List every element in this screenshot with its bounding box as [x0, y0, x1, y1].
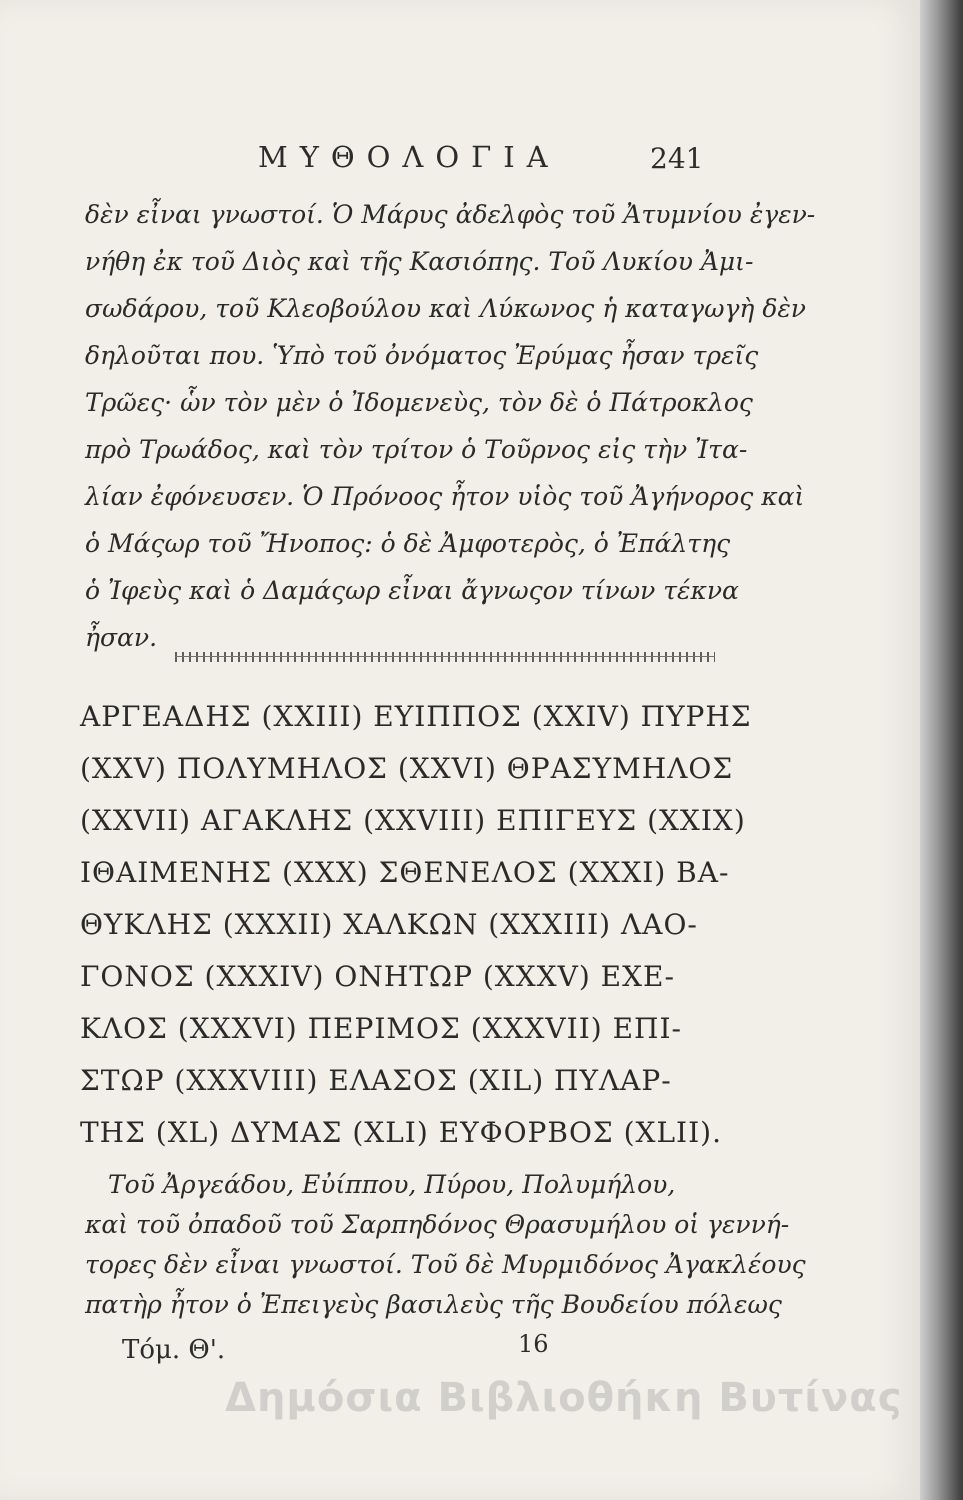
text-line: Τοῦ Ἀργεάδου, Εὐίππου, Πύρου, Πολυμήλου,: [108, 1170, 676, 1199]
running-head-title: ΜΥΘΟΛΟΓΙΑ: [258, 140, 560, 174]
text-line: τορες δὲν εἶναι γνωστοί. Τοῦ δὲ Μυρμιδόνος Ἀγακλέους: [85, 1250, 806, 1279]
signature-volume: Τόμ. Θ'.: [122, 1335, 226, 1365]
text-line: δὲν εἶναι γνωστοί. Ὁ Μάρυς ἀδελφὸς τοῦ Ἀτυμνίου ἐγεν-: [85, 200, 816, 229]
text-line: ὁ Ἰφεὺς καὶ ὁ Δαμάςωρ εἶναι ἄγνωςον τίνων τέκνα: [85, 576, 739, 605]
library-watermark: Δημόσια Βιβλιοθήκη Βυτίνας: [225, 1375, 903, 1421]
running-head: [0, 140, 920, 180]
text-line: ὁ Μάςωρ τοῦ Ἤνοπος: ὁ δὲ Ἀμφοτερὸς, ὁ Ἐπάλτης: [85, 529, 731, 558]
capitals-line: ΓΟΝΟΣ (XXXIV) ΟΝΗΤΩΡ (XXXV) ΕΧΕ-: [80, 960, 675, 993]
signature-number: 16: [518, 1330, 549, 1358]
text-line: σωδάρου, τοῦ Κλεοβούλου καὶ Λύκωνος ἡ καταγωγὴ δὲν: [85, 294, 807, 323]
text-line: πατὴρ ἦτον ὁ Ἐπειγεὺς βασιλεὺς τῆς Βουδείου πόλεως: [85, 1290, 782, 1319]
capitals-line: ΙΘΑΙΜΕΝΗΣ (XXX) ΣΘΕΝΕΛΟΣ (XXXI) ΒΑ-: [80, 856, 730, 889]
capitals-line: (XXVII) ΑΓΑΚΛΗΣ (XXVIII) ΕΠΙΓΕΥΣ (XXIX): [80, 804, 746, 837]
text-line: Τρῶες· ὧν τὸν μὲν ὁ Ἰδομενεὺς, τὸν δὲ ὁ Πάτροκλος: [85, 388, 753, 417]
text-line: καὶ τοῦ ὀπαδοῦ τοῦ Σαρπηδόνος Θρασυμήλου οἱ γεννή-: [85, 1210, 790, 1239]
capitals-line: ΣΤΩΡ (XXXVIII) ΕΛΑΣΟΣ (XIL) ΠΥΛΑΡ-: [80, 1064, 672, 1097]
text-line: πρὸ Τρωάδος, καὶ τὸν τρίτον ὁ Τοῦρνος εἰς τὴν Ἰτα-: [85, 435, 748, 464]
capitals-line: ΑΡΓΕΑΔΗΣ (XXIII) ΕΥΙΠΠΟΣ (XXIV) ΠΥΡΗΣ: [80, 700, 752, 733]
capitals-line: ΚΛΟΣ (XXXVI) ΠΕΡΙΜΟΣ (XXXVII) ΕΠΙ-: [80, 1012, 682, 1045]
page-number: 241: [650, 142, 704, 175]
capitals-line: ΘΥΚΛΗΣ (XXXII) ΧΑΛΚΩΝ (XXXIII) ΛΑΟ-: [80, 908, 698, 941]
capitals-line: ΤΗΣ (XL) ΔΥΜΑΣ (XLI) ΕΥΦΟΡΒΟΣ (XLII).: [80, 1116, 722, 1149]
capitals-line: (XXV) ΠΟΛΥΜΗΛΟΣ (XXVI) ΘΡΑΣΥΜΗΛΟΣ: [80, 752, 734, 785]
text-line: ἦσαν.: [85, 623, 158, 652]
text-line: δηλοῦται που. Ὑπὸ τοῦ ὀνόματος Ἐρύμας ἦσαν τρεῖς: [85, 341, 759, 370]
text-line: νήθη ἐκ τοῦ Διὸς καὶ τῆς Κασιόπης. Τοῦ Λυκίου Ἀμι-: [85, 247, 754, 276]
ornamental-rule: [175, 652, 715, 662]
text-line: λίαν ἐφόνευσεν. Ὁ Πρόνοος ἦτον υἱὸς τοῦ Ἀγήνορος καὶ: [85, 482, 805, 511]
page-edge-shadow: [920, 0, 963, 1500]
